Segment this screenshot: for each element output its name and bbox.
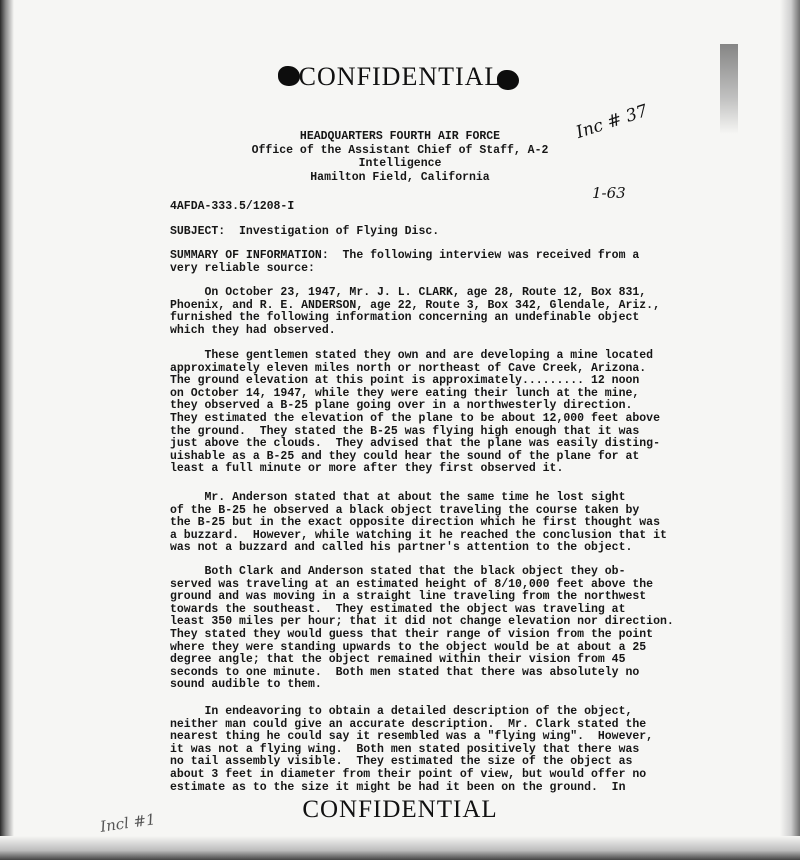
body-paragraph: In endeavoring to obtain a detailed description of the object, neither man could give an accurate description. Mr. Clark stated the nearest thing he could say it resembled was a "flying wing". However, it was not a flying wing. Both men stated positively that there was no tail assembly visible. They estimated the size of the object as about 3 feet in diameter from their point of view, but would offer no estimate as to the size it might be had it been on the ground. In (170, 705, 654, 794)
reference-number: 4AFDA-333.5/1208-I (170, 200, 295, 213)
body-paragraph: Both Clark and Anderson stated that the black object they ob- served was traveling at an estimated height of 8/10,000 feet above the ground and was moving in a straight line traveling from the northwest towards the southeast. They estimated the object was traveling at least 350 miles per hour; that it did not change elevation nor direction. They stated they would guess that their range of vision from the point where they were standing upwards to the object would be at about a 25 degree angle; that the object remained within their vision from 45 seconds to one minute. Both men stated that there was absolutely no sound audible to them. (170, 565, 674, 692)
letterhead-line: Office of the Assistant Chief of Staff, A-2 (251, 143, 549, 157)
classification-banner-bottom: CONFIDENTIAL (302, 796, 498, 823)
letterhead-line: Hamilton Field, California (310, 170, 490, 184)
body-paragraph: Mr. Anderson stated that at about the same time he lost sight of the B-25 he observed a black object traveling the course taken by the B-25 but in the exact opposite direction which he first thought was a buzzard. However, while watching it he reached the conclusion that it was not a buzzard and called his partner's attention to the object. (170, 491, 667, 555)
scan-edge-bottom (0, 836, 800, 860)
classification-banner-top: CONFIDENTIAL (298, 62, 502, 91)
body-paragraph: On October 23, 1947, Mr. J. L. CLARK, age 28, Route 12, Box 831, Phoenix, and R. E. ANDERSON, age 22, Route 3, Box 342, Glendale, Ariz., furnished the following information concerning an undefinable object which they had observed. (170, 286, 660, 337)
handwritten-file-number: 1-63 (592, 184, 626, 202)
handwritten-inclosure-note: Inc # 37 (573, 101, 651, 143)
subject-line: SUBJECT: Investigation of Flying Disc. (170, 225, 440, 238)
letterhead-line: Intelligence (358, 157, 442, 170)
letterhead-line: HEADQUARTERS FOURTH AIR FORCE (299, 130, 501, 143)
scan-edge-right (780, 0, 800, 860)
letterhead (0, 130, 800, 184)
body-paragraph: These gentlemen stated they own and are developing a mine located approximately eleven miles north or northeast of Cave Creek, Arizona. The ground elevation at this point is approximately......... 12 noon on October 14, 1947, while they were eating their lunch at the mine, they observed a B-25 plane going over in a northwesterly direction. They estimated the elevation of the plane to be about 12,000 feet above the ground. They stated the B-25 was flying high enough that it was just above the clouds. They advised that the plane was easily disting- uishable as a B-25 and they could hear the sound of the plane for at least a full minute or more after they first observed it. (170, 349, 660, 476)
handwritten-inclosure-label: Incl #1 (99, 810, 157, 836)
scan-edge-left (0, 0, 14, 860)
summary-heading: SUMMARY OF INFORMATION: The following interview was received from a very reliable source: (170, 249, 640, 275)
